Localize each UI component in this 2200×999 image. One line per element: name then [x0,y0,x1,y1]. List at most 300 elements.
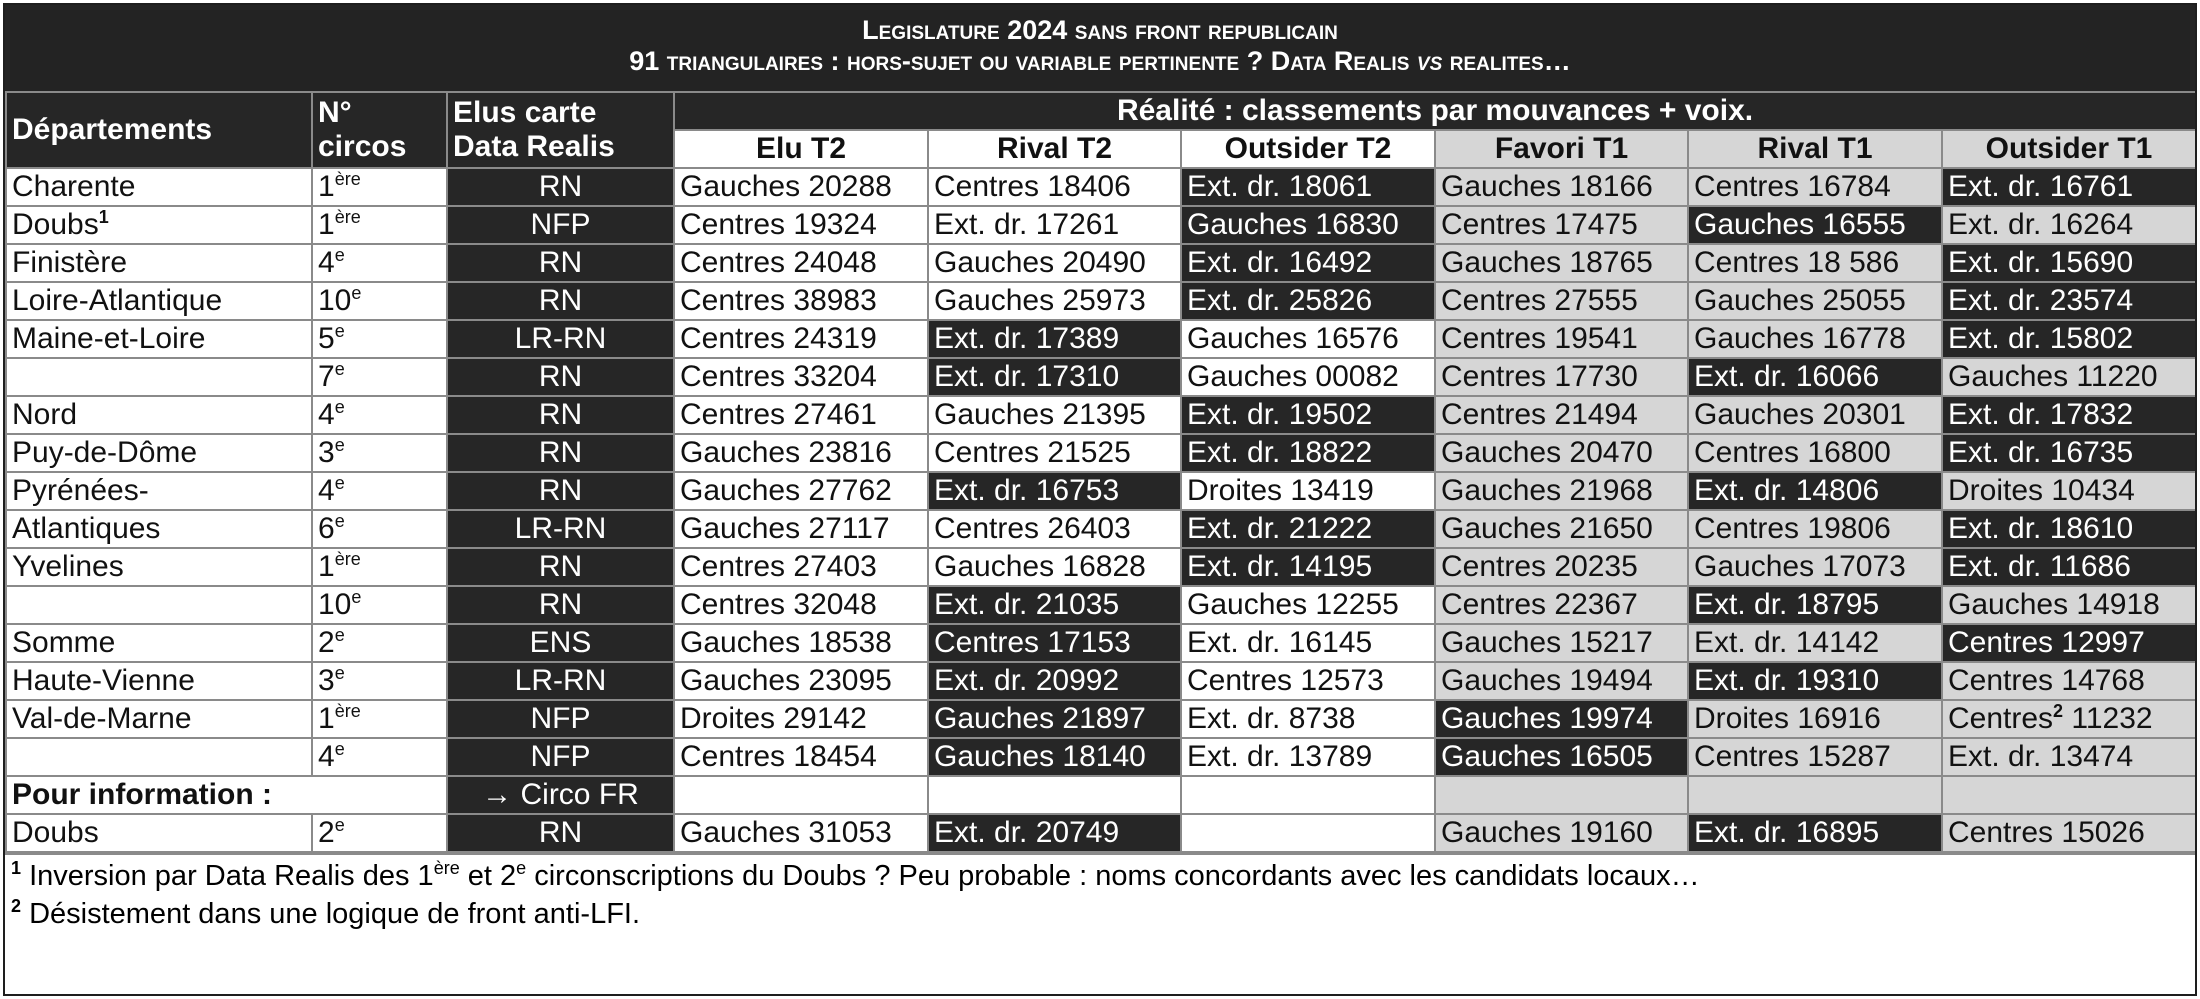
cell-result-text: Centres 26403 [934,512,1131,545]
cell-result-text: Centres 16800 [1694,436,1891,469]
cell-result [1435,320,1688,358]
cell-result-text: Centres 17730 [1441,360,1638,393]
cell-result-text: Gauches 16505 [1441,740,1653,773]
cell-result-text: Gauches 20288 [680,170,892,203]
cell-result-text: Ext. dr. 15690 [1948,246,2134,279]
empty-cell [928,776,1181,814]
cell-elu-carte: ENS [447,624,674,662]
cell-result-text: Ext. dr. 17832 [1948,398,2134,431]
cell-result [1181,206,1435,244]
cell-result-text: Ext. dr. 11686 [1948,550,2131,583]
footnote-1-mark: 1 [11,858,22,878]
cell-circo [312,168,447,206]
cell-result-text: Gauches 17073 [1694,550,1906,583]
cell-result-text: Centres 22367 [1441,588,1638,621]
table-row [6,624,2196,662]
cell-text: Charente [12,170,136,203]
cell-result-text: Ext. dr. 21222 [1187,512,1373,545]
cell-result-text: Ext. dr. 13789 [1187,740,1373,773]
cell-result-text: Ext. dr. 16492 [1187,246,1373,279]
cell-result-text: Centres 20235 [1441,550,1638,583]
header-rival-t1: Rival T1 [1688,130,1942,168]
cell-result [1942,510,2196,548]
cell-result [1435,206,1688,244]
cell-result [1435,738,1688,776]
cell-result-text: Gauches 20301 [1694,398,1906,431]
cell-text: 1 [318,170,335,203]
cell-circo [312,320,447,358]
cell-elu-carte: RN [447,244,674,282]
cell-result-text: Gauches 23095 [680,664,892,697]
cell-result-text: Centres 32048 [680,588,877,621]
footnote-1-text-b: et 2 [467,860,517,892]
empty-cell [1688,776,1942,814]
cell-text: 4 [318,398,335,431]
cell-result [1435,624,1688,662]
cell-result [928,510,1181,548]
cell-result [1435,472,1688,510]
cell-result [1942,282,2196,320]
cell-result: Centres 15026 [1942,814,2196,852]
cell-result [928,282,1181,320]
cell-result-text: Gauches 20490 [934,246,1146,279]
cell-result [1181,814,1435,852]
cell-result-text: Ext. dr. 21035 [934,588,1120,621]
cell-result-text: Gauches 21650 [1441,512,1653,545]
cell-result [1181,624,1435,662]
footnotes [5,853,2195,933]
cell-elu-carte: NFP [447,700,674,738]
cell-result [1181,700,1435,738]
cell-result [1942,434,2196,472]
cell-result [674,510,928,548]
cell-elu-carte: RN [447,548,674,586]
cell-result [1688,244,1942,282]
title-rest: sans front republicain [1074,15,1338,45]
cell-result [1181,586,1435,624]
cell-circo [312,814,447,852]
cell-sup: e [334,473,345,493]
empty-cell [1181,776,1435,814]
cell-result-text: Gauches 25055 [1694,284,1906,317]
cell-sup: e [334,245,345,265]
cell-sup: e [334,511,345,531]
table-row [6,738,2196,776]
cell-result-text: Centres 24319 [680,322,877,355]
table-row [6,662,2196,700]
cell-sup: e [334,625,345,645]
cell-departement [6,358,312,396]
footnote-2-mark: 2 [11,896,22,916]
cell-result [1688,282,1942,320]
cell-result-text: Gauches 14918 [1948,588,2160,621]
info-label: Pour information : [6,776,447,814]
table-row [6,358,2196,396]
cell-result-text: Gauches 16828 [934,550,1146,583]
cell-result [674,282,928,320]
cell-result-text: Ext. dr. 15802 [1948,322,2134,355]
cell-result [1181,662,1435,700]
cell-result-text: Gauches 19494 [1441,664,1653,697]
cell-result [1688,168,1942,206]
cell-text: 2 [318,816,335,849]
cell-result [1435,662,1688,700]
header-realite: Réalité : classements par mouvances + voix. [674,92,2196,130]
cell-result [1435,510,1688,548]
cell-result-text: Centres [1948,702,2054,735]
cell-departement [6,434,312,472]
cell-departement [6,662,312,700]
cell-result-text: Ext. dr. 18822 [1187,436,1373,469]
cell-result-text: Ext. dr. 18610 [1948,512,2134,545]
cell-departement [6,320,312,358]
cell-sup: e [351,587,362,607]
cell-result [1942,662,2196,700]
cell-result [1942,358,2196,396]
footnote-1-text-a: Inversion par Data Realis des 1 [29,860,434,892]
cell-result [1688,510,1942,548]
cell-result [1181,738,1435,776]
cell-departement [6,168,312,206]
cell-result [674,662,928,700]
cell-circo [312,434,447,472]
cell-result-text: Ext. dr. 17389 [934,322,1120,355]
cell-result-text: Centres 15287 [1694,740,1891,773]
cell-result [1181,244,1435,282]
cell-text: 3 [318,664,335,697]
table-row [6,472,2196,510]
table-frame [3,3,2197,996]
cell-result-text: Gauches 12255 [1187,588,1399,621]
cell-result-text: Gauches 11220 [1948,360,2158,393]
cell-sup: e [334,739,345,759]
cell-result [1942,586,2196,624]
table-row [6,168,2196,206]
cell-result [674,244,928,282]
cell-text: 4 [318,246,335,279]
cell-result [1942,472,2196,510]
cell-result [1688,700,1942,738]
cell-result [1942,244,2196,282]
cell-result-text: Gauches 23816 [680,436,892,469]
cell-result [928,434,1181,472]
cell-result [1181,282,1435,320]
footnote-1 [5,857,2195,895]
cell-sup: e [334,815,345,835]
cell-result-text: Gauches 16555 [1694,208,1906,241]
cell-result [1435,358,1688,396]
cell-departement [6,396,312,434]
table-row [6,814,2196,852]
cell-text: 5 [318,322,335,355]
cell-result [1181,168,1435,206]
empty-cell [674,776,928,814]
title-year: 2024 [1007,15,1068,45]
cell-result-text: Droites 10434 [1948,474,2135,507]
cell-result [1181,358,1435,396]
cell-result [674,700,928,738]
cell-result [1688,662,1942,700]
cell-result-text: Centres 24048 [680,246,877,279]
cell-result-text: Ext. dr. 14195 [1187,550,1373,583]
cell-elu-carte: RN [447,586,674,624]
cell-result [674,548,928,586]
cell-result [1435,586,1688,624]
cell-sup: e [334,663,345,683]
cell-text: 7 [318,360,335,393]
cell-text: Pyrénées- [12,474,149,507]
cell-result-text: Gauches 27117 [680,512,890,545]
info-row [6,776,2196,814]
cell-circo [312,244,447,282]
header-circos: N° circos [312,92,447,168]
info-circo-fr: → Circo FR [447,776,674,814]
cell-sup: ère [334,169,361,189]
subtitle-part-2: realites… [1449,46,1571,76]
table-row [6,206,2196,244]
cell-text: Loire-Atlantique [12,284,223,317]
cell-result-text: Ext. dr. 18061 [1187,170,1373,203]
cell-result-text: Centres 17475 [1441,208,1638,241]
cell-result [928,206,1181,244]
cell-result-text: Ext. dr. 16264 [1948,208,2134,241]
cell-text: Yvelines [12,550,124,583]
cell-result [928,472,1181,510]
cell-result [1181,548,1435,586]
cell-result [1942,206,2196,244]
cell-result-text: Gauches 16778 [1694,322,1906,355]
cell-sup: 1 [98,207,109,227]
cell-result-text: Ext. dr. 17310 [934,360,1120,393]
cell-result [1688,472,1942,510]
cell-text: 1 [318,702,335,735]
cell-departement [6,206,312,244]
cell-result [674,358,928,396]
table-row [6,244,2196,282]
cell-result [928,244,1181,282]
cell-result [1688,548,1942,586]
cell-text: Nord [12,398,78,431]
cell-result: Gauches 19160 [1435,814,1688,852]
cell-result [1181,434,1435,472]
cell-result [674,586,928,624]
cell-result [1942,700,2196,738]
cell-result [928,548,1181,586]
cell-elu-carte: RN [447,168,674,206]
cell-circo [312,510,447,548]
cell-result-text: Centres 14768 [1948,664,2145,697]
header-rival-t2: Rival T2 [928,130,1181,168]
cell-result [1181,472,1435,510]
cell-sup: e [334,397,345,417]
cell-text: 3 [318,436,335,469]
cell-result [1688,206,1942,244]
cell-departement [6,548,312,586]
cell-result [1435,168,1688,206]
cell-departement [6,282,312,320]
subtitle-part-1: 91 triangulaires : hors-sujet ou variable pertinente ? Data Realis [629,46,1410,76]
cell-result [674,168,928,206]
cell-departement [6,510,312,548]
cell-result-text: Ext. dr. 16735 [1948,436,2134,469]
cell-result-text: Centres 17153 [934,626,1131,659]
cell-circo [312,206,447,244]
cell-result-text: Gauches 16830 [1187,208,1399,241]
cell-result-text: Ext. dr. 25826 [1187,284,1373,317]
cell-result-text: Centres 18454 [680,740,877,773]
footnote-2 [5,895,2195,933]
cell-result-text: Ext. dr. 19502 [1187,398,1373,431]
title-band [5,5,2195,91]
cell-result [1942,738,2196,776]
results-table [5,91,2197,853]
cell-result-text: Ext. dr. 16753 [934,474,1120,507]
cell-result-text: Gauches 21897 [934,702,1146,735]
cell-text: 4 [318,474,335,507]
cell-result-text: Centres 18 586 [1694,246,1900,279]
cell-elu-carte: LR-RN [447,662,674,700]
cell-text: 4 [318,740,335,773]
cell-result [1942,548,2196,586]
cell-sup: ère [334,207,361,227]
header-departements: Départements [6,92,312,168]
cell-result [928,320,1181,358]
cell-sup: e [334,435,345,455]
cell-sup: ère [334,549,361,569]
cell-circo [312,700,447,738]
cell-result [674,472,928,510]
cell-result-text: Ext. dr. 13474 [1948,740,2134,773]
cell-circo [312,586,447,624]
table-row [6,396,2196,434]
cell-result [1435,434,1688,472]
cell-result-text: Centres 21494 [1441,398,1638,431]
cell-result-text: Gauches 27762 [680,474,892,507]
cell-text: Doubs [12,208,99,241]
cell-circo [312,662,447,700]
table-row [6,548,2196,586]
cell-result-sup: 2 [2053,701,2064,721]
cell-sup: ère [334,701,361,721]
cell-circo [312,396,447,434]
cell-result [1942,396,2196,434]
cell-result-text: Centres 27555 [1441,284,1638,317]
cell-result-text: Gauches 25973 [934,284,1146,317]
cell-result-text: Centres 18406 [934,170,1131,203]
cell-result-text: Gauches 20470 [1441,436,1653,469]
empty-cell [1942,776,2196,814]
title-line-2 [5,43,2195,79]
cell-result-text: Centres 12997 [1948,626,2145,659]
cell-result: Ext. dr. 16895 [1688,814,1942,852]
cell-result-text: Gauches 18166 [1441,170,1653,203]
cell-departement: Doubs [6,814,312,852]
cell-result-text: Gauches 19974 [1441,702,1653,735]
cell-text: Haute-Vienne [12,664,195,697]
cell-result-text: Centres 19541 [1441,322,1638,355]
cell-result-text: Ext. dr. 16066 [1694,360,1880,393]
cell-result: Gauches 31053 [674,814,928,852]
cell-result [674,320,928,358]
cell-elu-carte: NFP [447,738,674,776]
cell-elu-carte: RN [447,282,674,320]
cell-result-text: Centres 19806 [1694,512,1891,545]
cell-result [928,358,1181,396]
title-word-legislature: Legislature [862,15,1000,45]
cell-result-text: Centres 12573 [1187,664,1384,697]
footnote-2-text: Désistement dans une logique de front anti-LFI. [29,898,641,930]
cell-result [674,396,928,434]
cell-result-text: Droites 29142 [680,702,867,735]
header-elu-t2: Elu T2 [674,130,928,168]
cell-text: Somme [12,626,116,659]
cell-result-text: Gauches 18765 [1441,246,1653,279]
cell-elu-carte: NFP [447,206,674,244]
cell-result-text: Ext. dr. 8738 [1187,702,1356,735]
cell-result [674,624,928,662]
cell-result-text: Ext. dr. 16761 [1948,170,2134,203]
cell-result [1942,320,2196,358]
cell-result [1435,700,1688,738]
cell-text: 2 [318,626,335,659]
cell-text: Maine-et-Loire [12,322,206,355]
cell-text: 10 [318,284,352,317]
cell-result [674,206,928,244]
cell-text: Finistère [12,246,128,279]
cell-result [928,662,1181,700]
cell-result [928,168,1181,206]
cell-circo [312,472,447,510]
cell-result [1942,624,2196,662]
cell-result [1435,396,1688,434]
cell-elu-carte: RN [447,814,674,852]
cell-circo [312,624,447,662]
cell-result-text: Ext. dr. 16145 [1187,626,1373,659]
cell-departement [6,472,312,510]
cell-result-text: Ext. dr. 19310 [1694,664,1880,697]
cell-result-text: Ext. dr. 20992 [934,664,1120,697]
cell-result-text: Gauches 00082 [1187,360,1399,393]
cell-result [928,738,1181,776]
cell-text: 1 [318,208,335,241]
cell-result-text: Centres 27461 [680,398,877,431]
cell-elu-carte: RN [447,434,674,472]
header-elus-carte: Elus carte Data Realis [447,92,674,168]
cell-result-text: Centres 38983 [680,284,877,317]
cell-text: 6 [318,512,335,545]
cell-result-text: Ext. dr. 23574 [1948,284,2134,317]
cell-result-text: Gauches 21395 [934,398,1146,431]
cell-text: Atlantiques [12,512,161,545]
cell-text: Val-de-Marne [12,702,192,735]
cell-departement [6,700,312,738]
title-line-1 [5,5,2195,43]
cell-circo [312,738,447,776]
table-row [6,586,2196,624]
cell-departement [6,586,312,624]
header-favori-t1: Favori T1 [1435,130,1688,168]
cell-result-text: Gauches 15217 [1441,626,1653,659]
subtitle-vs: vs [1416,46,1443,76]
cell-result-text: Ext. dr. 18795 [1694,588,1880,621]
cell-sup: e [334,321,345,341]
cell-result [1688,624,1942,662]
table-row [6,700,2196,738]
cell-result [1688,358,1942,396]
cell-result [1181,510,1435,548]
footnote-1-sup-ere: ère [433,858,460,878]
cell-elu-carte: LR-RN [447,320,674,358]
